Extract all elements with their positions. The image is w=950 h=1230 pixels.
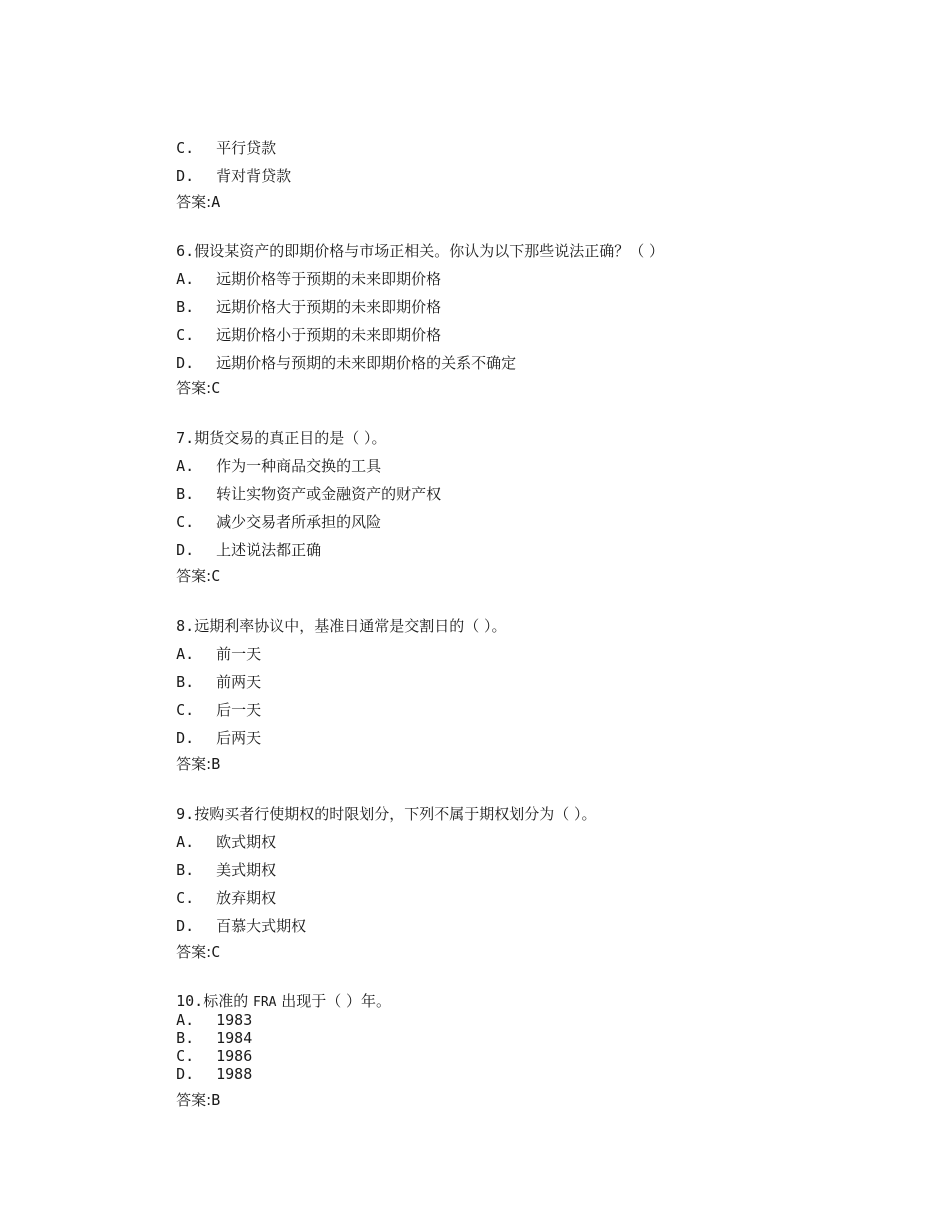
option-text: 作为一种商品交换的工具 bbox=[216, 457, 382, 475]
option-text: 1983 bbox=[216, 1011, 253, 1029]
option-row bbox=[140, 118, 277, 157]
option-row bbox=[140, 708, 262, 747]
option-letter: A. bbox=[176, 270, 195, 288]
option-text: 远期价格大于预期的未来即期价格 bbox=[216, 298, 442, 316]
answer-value: C bbox=[211, 943, 221, 961]
option-row bbox=[140, 896, 307, 935]
option-text: 百慕大式期权 bbox=[216, 917, 307, 935]
answer-label: 答案: bbox=[176, 567, 212, 585]
option-text: 后两天 bbox=[216, 729, 262, 747]
question-number: 7. bbox=[176, 429, 195, 447]
question-number: 9. bbox=[176, 805, 195, 823]
option-row bbox=[140, 652, 262, 691]
question-text: 期货交易的真正目的是（ ）。 bbox=[194, 429, 387, 447]
option-row bbox=[140, 1029, 253, 1065]
option-letter: C. bbox=[176, 139, 195, 157]
option-text: 远期价格小于预期的未来即期价格 bbox=[216, 326, 442, 344]
option-letter: C. bbox=[176, 889, 195, 907]
option-row bbox=[140, 680, 262, 719]
answer-label: 答案: bbox=[176, 943, 212, 961]
answer-line bbox=[140, 172, 221, 211]
option-row bbox=[140, 277, 442, 316]
option-row bbox=[140, 993, 253, 1029]
document-page bbox=[140, 0, 900, 1230]
option-row bbox=[140, 1047, 253, 1083]
option-text: 远期价格等于预期的未来即期价格 bbox=[216, 270, 442, 288]
option-letter: C. bbox=[176, 513, 195, 531]
option-letter: A. bbox=[176, 457, 195, 475]
answer-label: 答案: bbox=[176, 193, 212, 211]
option-letter: B. bbox=[176, 298, 195, 316]
option-letter: A. bbox=[176, 833, 195, 851]
option-row bbox=[140, 146, 292, 185]
option-letter: D. bbox=[176, 354, 195, 372]
option-row bbox=[140, 812, 277, 851]
option-text: 1986 bbox=[216, 1047, 253, 1065]
option-letter: D. bbox=[176, 729, 195, 747]
question-text-post: 出现于（ ）年。 bbox=[276, 992, 392, 1010]
option-text: 欧式期权 bbox=[216, 833, 277, 851]
question-stem bbox=[140, 971, 392, 1010]
option-text: 上述说法都正确 bbox=[216, 541, 322, 559]
option-letter: D. bbox=[176, 541, 195, 559]
option-text: 平行贷款 bbox=[216, 139, 277, 157]
option-row bbox=[140, 1011, 253, 1047]
question-text: 远期利率协议中，基准日通常是交割日的（ ）。 bbox=[194, 617, 507, 635]
option-row bbox=[140, 624, 262, 663]
answer-value: B bbox=[211, 755, 221, 773]
answer-label: 答案: bbox=[176, 1091, 212, 1109]
question-text-code: FRA bbox=[253, 995, 277, 1010]
option-letter: C. bbox=[176, 701, 195, 719]
question-number: 8. bbox=[176, 617, 195, 635]
option-letter: C. bbox=[176, 1047, 195, 1065]
question-number: 6. bbox=[176, 242, 195, 260]
answer-label: 答案: bbox=[176, 379, 212, 397]
option-text: 前两天 bbox=[216, 673, 262, 691]
option-letter: C. bbox=[176, 326, 195, 344]
option-letter: A. bbox=[176, 645, 195, 663]
option-letter: D. bbox=[176, 167, 195, 185]
option-letter: B. bbox=[176, 485, 195, 503]
question-text: 假设某资产的即期价格与市场正相关。你认为以下那些说法正确？（ ） bbox=[194, 242, 664, 260]
answer-value: B bbox=[211, 1091, 221, 1109]
question-text: 按购买者行使期权的时限划分，下列不属于期权划分为（ ）。 bbox=[194, 805, 597, 823]
option-text: 后一天 bbox=[216, 701, 262, 719]
option-text: 背对背贷款 bbox=[216, 167, 292, 185]
option-text: 1984 bbox=[216, 1029, 253, 1047]
answer-value: C bbox=[211, 379, 221, 397]
option-text: 放弃期权 bbox=[216, 889, 277, 907]
option-text: 减少交易者所承担的风险 bbox=[216, 513, 382, 531]
option-row bbox=[140, 492, 382, 531]
answer-line bbox=[140, 734, 221, 773]
answer-label: 答案: bbox=[176, 755, 212, 773]
answer-value: A bbox=[211, 193, 221, 211]
answer-line bbox=[140, 546, 221, 585]
question-stem bbox=[140, 784, 597, 823]
question-stem bbox=[140, 596, 507, 635]
option-letter: A. bbox=[176, 1011, 195, 1029]
answer-line bbox=[140, 922, 221, 961]
option-text: 远期价格与预期的未来即期价格的关系不确定 bbox=[216, 354, 517, 372]
option-row bbox=[140, 464, 442, 503]
answer-line bbox=[140, 358, 221, 397]
option-letter: D. bbox=[176, 1065, 195, 1083]
question-stem bbox=[140, 408, 387, 447]
option-text: 1988 bbox=[216, 1065, 253, 1083]
answer-value: C bbox=[211, 567, 221, 585]
option-text: 转让实物资产或金融资产的财产权 bbox=[216, 485, 442, 503]
option-letter: B. bbox=[176, 673, 195, 691]
option-letter: D. bbox=[176, 917, 195, 935]
option-letter: B. bbox=[176, 1029, 195, 1047]
question-stem bbox=[140, 221, 664, 260]
answer-line bbox=[140, 1070, 221, 1109]
question-number: 10. bbox=[176, 992, 204, 1010]
option-text: 前一天 bbox=[216, 645, 262, 663]
option-text: 美式期权 bbox=[216, 861, 277, 879]
option-row bbox=[140, 305, 442, 344]
option-row bbox=[140, 520, 322, 559]
option-row bbox=[140, 333, 517, 372]
option-row bbox=[140, 436, 382, 475]
option-row bbox=[140, 840, 277, 879]
option-row bbox=[140, 868, 277, 907]
question-text-pre: 标准的 bbox=[203, 992, 253, 1010]
option-row bbox=[140, 249, 442, 288]
option-letter: B. bbox=[176, 861, 195, 879]
